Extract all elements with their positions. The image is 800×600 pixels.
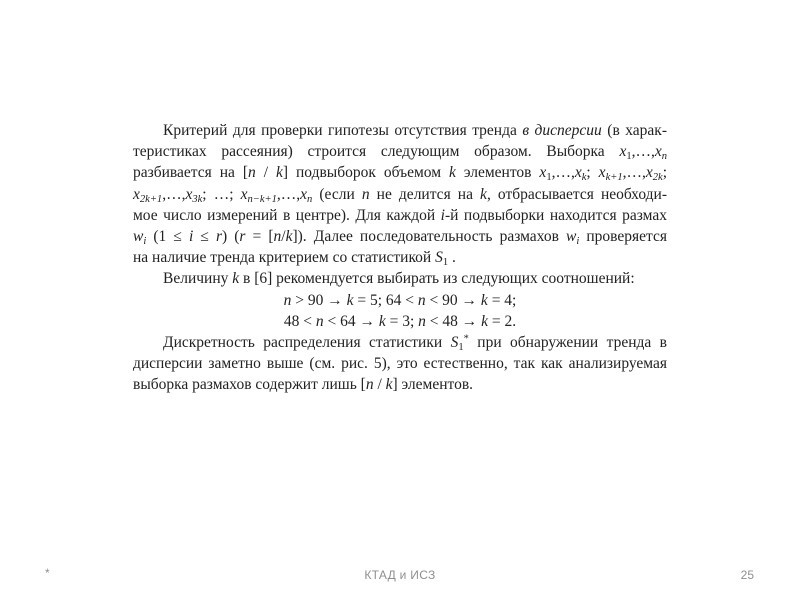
text-segment: в дисперсии [522,122,602,139]
text-segment: n [315,312,324,330]
text-segment: ,…, [276,185,301,203]
text-segment: Критерий для проверки гипотезы отсутствия тренда [163,122,523,139]
text-segment: ,…, [551,164,575,182]
text-segment: ] элементов. [392,376,474,394]
text-segment: n [417,291,426,309]
text-segment: выборка размахов содержит лишь [ [133,376,366,394]
text-segment: Величину [163,270,233,288]
text-line [133,162,667,183]
text-segment: ) ( [222,228,240,246]
text-line [133,247,667,268]
text-segment: в [6] рекомендуется выбирать из следующих соотношений: [239,270,635,288]
text-segment: не делится на [369,185,481,203]
text-segment: x [240,185,248,203]
text-segment: 2k [652,172,663,184]
text-segment: i [576,235,580,247]
text-segment: , отбрасывается необходи- [486,185,667,203]
text-line [133,290,667,311]
page-number: 25 [740,568,754,582]
text-segment: i [188,228,194,246]
text-segment: n−k+1 [247,193,277,205]
text-segment: дисперсии заметно выше (см. рис. 5), это естественно, так как анализируемая [133,355,667,373]
text-segment: / [373,376,386,394]
text-segment: S [435,249,443,267]
text-segment: x [619,143,627,161]
text-segment: k [276,164,283,182]
text-segment: k [480,291,488,309]
text-segment: < 48 → [425,312,482,330]
text-line [133,120,667,141]
text-segment: n [273,228,282,246]
text-segment: k [232,270,240,288]
text-segment: элементов [455,164,540,182]
text-segment: < 90 → [425,291,481,309]
text-segment: 2k+1 [139,193,163,205]
text-segment: k [285,228,293,246]
text-segment: r [215,228,222,246]
text-segment: n [283,291,292,309]
text-segment: ≤ [193,228,216,246]
text-segment: * [463,333,469,345]
text-segment: = 5; 64 < [353,291,418,309]
text-segment: k [581,172,587,184]
footer-note-marker: * [45,566,50,580]
text-line [133,268,667,289]
text-segment: w [133,228,144,246]
text-segment: 3k [192,193,203,205]
text-segment: k+1 [605,172,623,184]
text-segment: ] подвыборок объемом [282,164,450,182]
text-line [133,353,667,374]
text-segment: / [255,164,276,182]
text-line [133,332,667,353]
slide-footer [0,562,800,600]
text-segment: / [281,228,286,246]
text-segment: w [566,228,577,246]
text-segment: > 90 → [291,291,347,309]
text-segment: n [248,164,256,182]
text-segment: n [418,312,426,330]
text-segment: x [300,185,308,203]
text-segment: = [ [245,228,274,246]
text-segment: при обнаружении тренда в [468,334,668,352]
text-segment: (если [312,185,362,203]
text-segment: x [539,164,547,182]
text-segment: k [385,376,393,394]
text-segment: k [378,312,386,330]
text-line [133,311,667,332]
text-segment: теристиках рассеяния) строится следующим образом. Выборка [133,143,620,161]
text-line [133,226,667,247]
text-segment: x [185,185,193,203]
text-segment: n [365,376,374,394]
text-segment: ,…, [162,185,186,203]
text-segment: ]). Далее последовательность размахов [292,228,567,246]
text-segment: r [239,228,246,246]
text-line [133,141,667,162]
text-segment: 1 [458,341,464,353]
text-segment: = 3; [385,312,419,330]
text-segment: 1 [442,257,449,269]
text-segment: мое число измерений в центре). Для каждой [133,206,441,224]
text-segment: . [448,249,456,267]
text-segment: k [449,164,456,182]
text-segment: k [480,185,487,203]
text-line [133,374,667,395]
text-segment: 1 [546,172,552,184]
text-segment: i [143,235,147,247]
text-segment: = 2. [488,312,517,330]
text-segment: ,…, [631,143,655,161]
body-text [133,120,667,396]
text-segment: = 4; [487,291,517,309]
text-segment: k [481,312,489,330]
text-segment: на наличие тренда критерием со статистикой [133,249,436,267]
text-segment: n [661,151,667,163]
text-segment: ; [586,164,599,182]
text-segment: n [361,185,370,203]
text-line [133,184,667,205]
text-segment: проверяется [579,228,668,246]
text-segment: S [450,334,459,352]
text-segment: i [440,206,445,224]
text-segment: x [645,164,653,182]
text-segment: ; …; [202,185,241,203]
text-segment: n [307,193,313,205]
text-segment: разбивается на [ [133,164,249,182]
text-segment: < 64 → [323,312,379,330]
text-segment: x [654,143,662,161]
text-segment: (в харак- [601,122,667,139]
text-segment: x [574,164,582,182]
text-segment: k [346,291,354,309]
text-segment: (1 ≤ [146,228,189,246]
footer-title: КТАД и ИСЗ [364,568,436,582]
text-segment: x [133,185,140,203]
text-segment: x [598,164,606,182]
text-segment: 48 < [283,312,316,330]
text-segment: Дискретность распределения статистики [163,334,451,352]
text-segment: 1 [626,151,632,163]
text-line [133,205,667,226]
text-segment: -й подвыборки находится размах [444,206,668,224]
text-segment: ; [662,164,668,182]
text-segment: ,…, [622,164,646,182]
